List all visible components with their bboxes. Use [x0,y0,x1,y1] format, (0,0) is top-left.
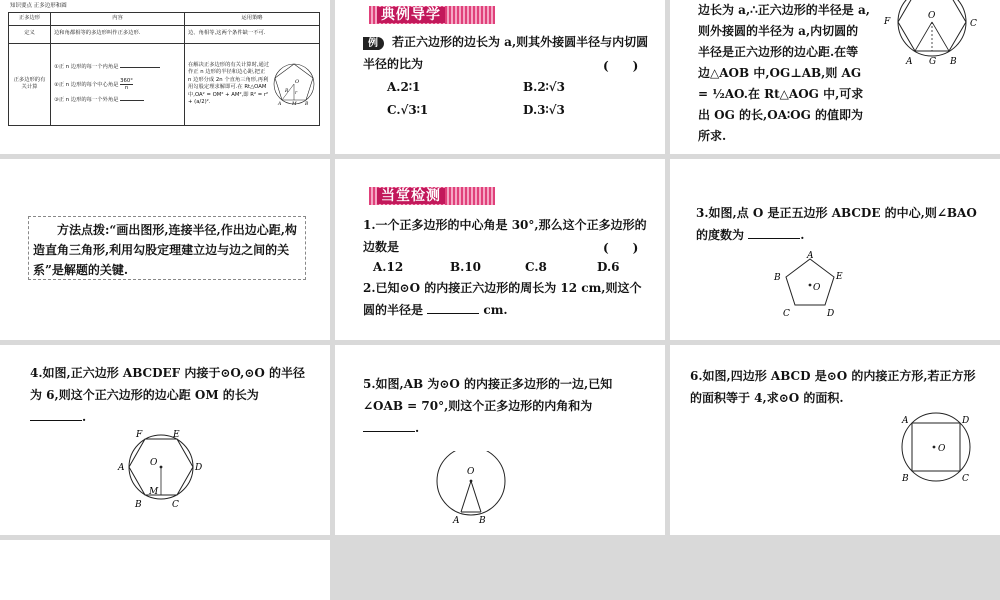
svg-text:E: E [173,430,180,440]
svg-text:D: D [962,416,970,426]
pentagon-diagram [770,249,850,321]
example-question-text: 若正六边形的边长为 a,则其外接圆半径与内切圆半径的比为 [363,35,649,71]
slide-practice-3 [0,345,330,535]
svg-text:B: B [479,516,486,526]
knowledge-table [8,12,320,126]
svg-text:C: C [783,309,790,319]
svg-text:R: R [285,88,289,94]
svg-text:C: C [962,474,969,484]
svg-text:A: A [278,101,282,106]
hexagon-circle-diagram [116,427,212,511]
svg-text:A: A [906,57,913,67]
svg-text:D: D [195,463,203,473]
slide-method-tip [0,159,330,340]
svg-text:F: F [884,17,891,27]
calc-strategy-text: 在解决正多边形的有关计算时,通过作正 n 边形的半径和边心距,把正 n 边形分成 2n 个直角三角形,再利用勾股定理求解即可.在 Rt△OAM 中,OA² = OM² + AM²,即 R² = r² + (a/2)². [188,61,270,105]
hexagon-solution-diagram [876,0,986,72]
svg-text:O: O [150,458,158,468]
q4-blank[interactable] [30,409,82,421]
svg-text:O: O [928,11,936,21]
row-calc-label: 正多边形的有关计算 [9,43,51,125]
slide-practice-4 [335,345,665,535]
slide-practice-2 [670,159,1000,340]
slide-knowledge-points [0,0,330,154]
square-circle-diagram [896,407,976,487]
col-header-content: 内容 [51,13,185,26]
svg-text:A: A [453,516,460,526]
option-a[interactable]: A.2∶1 [387,80,421,94]
q5-blank[interactable] [363,420,415,432]
q1-option-a[interactable]: A.12 [373,260,404,274]
row-calc-strategy [185,43,320,125]
practice-banner: 当堂检测 [369,187,495,205]
svg-text:O: O [295,78,300,85]
svg-text:r: r [295,90,298,96]
knowledge-header: 知识要点 正多边形和圆 [10,3,67,9]
question-6: 6.如图,四边形 ABCD 是⊙O 的内接正方形,若正方形的面积等于 4,求⊙O 的面积. [690,369,976,405]
question-2: 2.已知⊙O 的内接正六边形的周长为 12 cm,则这个圆的半径是 cm. [363,281,642,317]
q3-blank[interactable] [748,227,800,239]
q1-option-d[interactable]: D.6 [597,260,620,274]
svg-text:O: O [467,467,475,477]
svg-text:B: B [902,474,909,484]
option-d[interactable]: D.3∶√3 [523,103,565,117]
calc-item-interior: ①正 n 边形的每一个内角是 [54,64,181,72]
svg-text:A: A [902,416,909,426]
q1-option-b[interactable]: B.10 [450,260,482,274]
calc-item-exterior: ③正 n 边形的每一个外角是 [54,97,181,105]
svg-text:B: B [135,500,142,510]
q1-option-c[interactable]: C.8 [525,260,547,274]
slide-solution [670,0,1000,154]
example-answer-paren: ( ) [603,59,639,73]
svg-text:F: F [136,430,143,440]
col-header-polygon: 正多边形 [9,13,51,26]
svg-text:D: D [827,309,835,319]
svg-text:M: M [292,101,297,106]
svg-text:E: E [836,272,843,282]
row-definition-content: 边和角都相等的多边形叫作正多边形. [51,25,185,43]
example-tag: 例 [363,37,384,50]
svg-text:M: M [149,487,159,497]
row-definition-strategy: 边、角相等,这两个条件缺一不可. [185,25,320,43]
svg-text:C: C [172,500,179,510]
svg-text:B: B [305,101,309,106]
slide-practice-1 [335,159,665,340]
svg-text:G: G [929,57,937,67]
question-3: 3.如图,点 O 是正五边形 ABCDE 的中心,则∠BAO 的度数为 . [696,206,977,242]
polygon-radius-diagram [272,62,316,106]
col-header-strategy: 运用策略 [185,13,320,26]
slide-example [335,0,665,154]
question-1: 1.一个正多边形的中心角是 30°,那么这个正多边形的边数是 [363,218,647,254]
svg-text:O: O [938,444,946,454]
method-tip-box: 方法点拨:“画出图形,连接半径,作出边心距,构造直角三角形,利用勾股定理建立边与边之间的关系”是解题的关键. [28,216,306,280]
slide-blank [0,540,330,600]
calc-item-central: ②正 n 边形的每个中心角是 $\frac{360^\circ}{n}$ [54,77,133,91]
circle-chord-diagram [429,451,513,527]
svg-text:B: B [774,273,781,283]
q2-blank[interactable] [427,302,479,314]
svg-text:A: A [118,463,125,473]
row-calc-content [51,43,185,125]
svg-text:A: A [807,251,814,261]
svg-text:O: O [813,283,821,293]
example-banner: 典例导学 [369,6,495,24]
option-c[interactable]: C.√3∶1 [387,103,429,117]
row-definition-label: 定义 [9,25,51,43]
solution-text: 边长为 a,∴正六边形的半径是 a,则外接圆的半径为 a,内切圆的半径是正六边形的边心距.在等边△AOB 中,OG⊥AB,则 AG = ½AO.在 Rt△AOG 中,可求出 OG 的长,OA∶OG 的值即为所求. [698,3,870,143]
option-b[interactable]: B.2∶√3 [523,80,566,94]
question-4: 4.如图,正六边形 ABCDEF 内接于⊙O,⊙O 的半径为 6,则这个正六边形的边心距 OM 的长为 . [30,366,306,424]
svg-text:B: B [950,57,957,67]
question-1-paren: ( ) [603,241,639,255]
slide-practice-5 [670,345,1000,535]
question-5: 5.如图,AB 为⊙O 的内接正多边形的一边,已知∠OAB = 70°,则这个正多边形的内角和为 . [363,377,613,435]
svg-text:C: C [970,19,977,29]
